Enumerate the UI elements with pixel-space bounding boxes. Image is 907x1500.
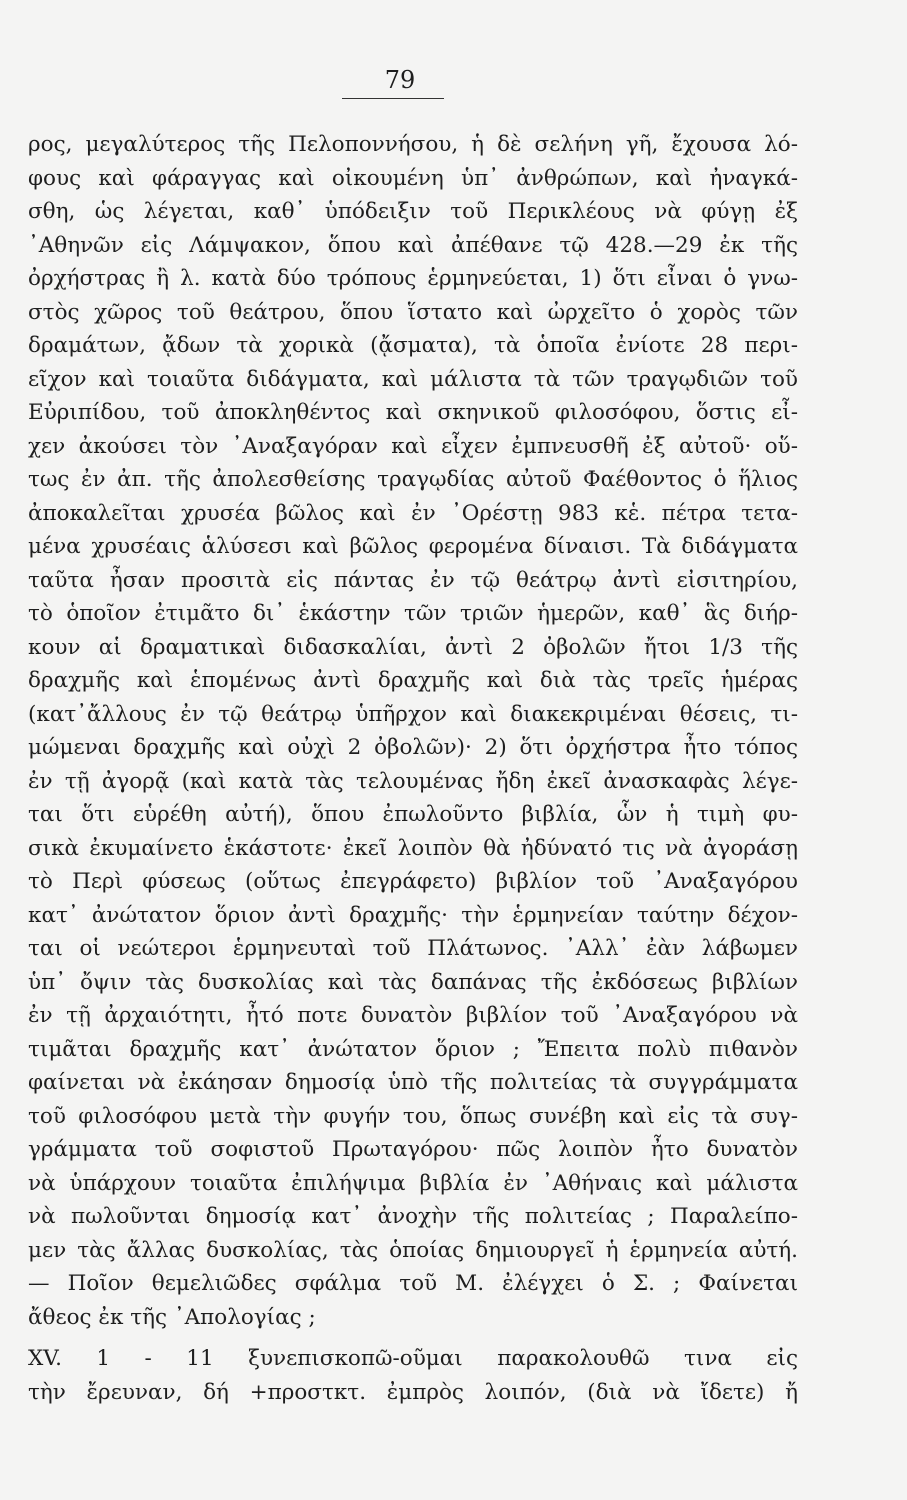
- text-line: ᾽Αθηνῶν εἰς Λάμψακον, ὅπου καὶ ἀπέθανε τῷ 428.—29 ἐκ τῆς: [28, 232, 798, 258]
- text-line: ταῦτα ἦσαν προσιτὰ εἰς πάντας ἐν τῷ θεάτρῳ ἀντὶ εἰσιτηρίου,: [28, 567, 798, 593]
- text-line: χεν ἀκούσει τὸν ᾽Αναξαγόραν καὶ εἶχεν ἐμπνευσθῆ ἐξ αὐτοῦ· οὕ-: [28, 433, 798, 459]
- text-line: τὸ Περὶ φύσεως (οὕτως ἐπεγράφετο) βιβλίον τοῦ ᾽Αναξαγόρου: [28, 869, 798, 894]
- text-line: τὸ ὁποῖον ἐτιμᾶτο δι᾽ ἑκάστην τῶν τριῶν ἡμερῶν, καθ᾽ ἃς διήρ-: [28, 601, 798, 626]
- text-line: στὸς χῶρος τοῦ θεάτρου, ὅπου ἵστατο καὶ ὠρχεῖτο ὁ χορὸς τῶν: [28, 299, 798, 325]
- text-line: ται οἱ νεώτεροι ἑρμηνευταὶ τοῦ Πλάτωνος. ᾽Αλλ᾽ ἐὰν λάβωμεν: [28, 936, 798, 961]
- text-line: ὀρχήστρας ἢ λ. κατὰ δύο τρόπους ἑρμηνεύεται, 1) ὅτι εἶναι ὁ γνω-: [28, 266, 798, 291]
- header-rule: [342, 98, 444, 99]
- text-line: νὰ ὑπάρχουν τοιαῦτα ἐπιλήψιμα βιβλία ἐν ᾽Αθήναις καὶ μάλιστα: [28, 1170, 798, 1196]
- text-line: ἀποκαλεῖται χρυσέα βῶλος καὶ ἐν ᾽Ορέστῃ 983 κἑ. πέτρα τετα-: [28, 500, 798, 526]
- text-line: Εὐριπίδου, τοῦ ἀποκληθέντος καὶ σκηνικοῦ φιλοσόφου, ὅστις εἶ-: [28, 400, 798, 425]
- text-line: φους καὶ φάραγγας καὶ οἰκουμένη ὑπ᾽ ἀνθρώπων, καὶ ἠναγκά-: [28, 165, 798, 191]
- text-line: — Ποῖον θεμελιῶδες σφάλμα τοῦ Μ. ἐλέγχει ὁ Σ. ; Φαίνεται: [28, 1271, 798, 1296]
- text-line: μεν τὰς ἄλλας δυσκολίας, τὰς ὁποίας δημιουργεῖ ἡ ἑρμηνεία αὐτή.: [28, 1237, 798, 1263]
- text-line: ὑπ᾽ ὄψιν τὰς δυσκολίας καὶ τὰς δαπάνας τῆς ἐκδόσεως βιβλίων: [28, 969, 798, 995]
- text-line: νὰ πωλοῦνται δημοσίᾳ κατ᾽ ἀνοχὴν τῆς πολιτείας ; Παραλείπο-: [28, 1204, 798, 1229]
- text-line: ἐν τῇ ἀγορᾷ (καὶ κατὰ τὰς τελουμένας ἤδη ἐκεῖ ἀνασκαφὰς λέγε-: [28, 768, 798, 794]
- text-line: γράμματα τοῦ σοφιστοῦ Πρωταγόρου· πῶς λοιπὸν ἦτο δυνατὸν: [28, 1137, 798, 1162]
- text-line: μώμεναι δραχμῆς καὶ οὐχὶ 2 ὀβολῶν)· 2) ὅτι ὀρχήστρα ἦτο τόπος: [28, 735, 798, 760]
- text-line: ἐν τῇ ἀρχαιότητι, ἦτό ποτε δυνατὸν βιβλίον τοῦ ᾽Αναξαγόρου νὰ: [28, 1003, 798, 1028]
- text-line: τιμᾶται δραχμῆς κατ᾽ ἀνώτατον ὅριον ; Ἔπειτα πολὺ πιθανὸν: [28, 1036, 798, 1062]
- text-line: κατ᾽ ἀνώτατον ὅριον ἀντὶ δραχμῆς· τὴν ἑρμηνείαν ταύτην δέχον-: [28, 902, 798, 928]
- text-line: τοῦ φιλοσόφου μετὰ τὴν φυγήν του, ὅπως συνέβη καὶ εἰς τὰ συγ-: [28, 1103, 798, 1129]
- text-line: ται ὅτι εὑρέθη αὐτή), ὅπου ἐπωλοῦντο βιβλία, ὧν ἡ τιμὴ φυ-: [28, 802, 798, 827]
- text-line: εῖχον καὶ τοιαῦτα διδάγματα, καὶ μάλιστα τὰ τῶν τραγῳδιῶν τοῦ: [28, 366, 798, 392]
- text-line: μένα χρυσέαις ἁλύσεσι καὶ βῶλος φερομένα δίναισι. Τὰ διδάγματα: [28, 534, 798, 559]
- body-text: [28, 128, 798, 1409]
- text-line: δραμάτων, ᾄδων τὰ χορικὰ (ᾄσματα), τὰ ὁποῖα ἐνίοτε 28 περι-: [28, 333, 798, 358]
- text-line: τὴν ἔρευναν, δή +προστκτ. ἐμπρὸς λοιπόν, (διὰ νὰ ἴδετε) ἤ: [28, 1379, 798, 1405]
- text-line: ἄθεος ἐκ τῆς ᾽Απολογίας ;: [28, 1304, 316, 1330]
- text-line: ρος, μεγαλύτερος τῆς Πελοποννήσου, ἡ δὲ σελήνη γῆ, ἔχουσα λό-: [28, 132, 798, 157]
- text-line: φαίνεται νὰ ἐκάησαν δημοσίᾳ ὑπὸ τῆς πολιτείας τὰ συγγράμματα: [28, 1070, 798, 1095]
- text-line: δραχμῆς καὶ ἑπομένως ἀντὶ δραχμῆς καὶ διὰ τὰς τρεῖς ἡμέρας: [28, 668, 798, 693]
- text-line: (κατ᾽ἄλλους ἐν τῷ θεάτρῳ ὑπῆρχον καὶ διακεκριμέναι θέσεις, τι-: [28, 701, 798, 727]
- text-line: κουν αἱ δραματικαὶ διδασκαλίαι, ἀντὶ 2 ὀβολῶν ἤτοι 1/3 τῆς: [28, 634, 798, 660]
- text-line: σικὰ ἐκυμαίνετο ἑκάστοτε· ἐκεῖ λοιπὸν θὰ ἠδύνατό τις νὰ ἀγοράσῃ: [28, 835, 798, 861]
- section-heading-line: XV. 1 - 11 ξυνεπισκοπῶ-οῦμαι παρακολουθῶ τινα εἰς: [28, 1346, 798, 1371]
- text-line: τως ἐν ἀπ. τῆς ἀπολεσθείσης τραγῳδίας αὐτοῦ Φαέθοντος ὁ ἥλιος: [28, 467, 798, 492]
- text-line: σθη, ὡς λέγεται, καθ᾽ ὑπόδειξιν τοῦ Περικλέους νὰ φύγῃ ἐξ: [28, 199, 798, 224]
- page-number: 79: [384, 66, 416, 94]
